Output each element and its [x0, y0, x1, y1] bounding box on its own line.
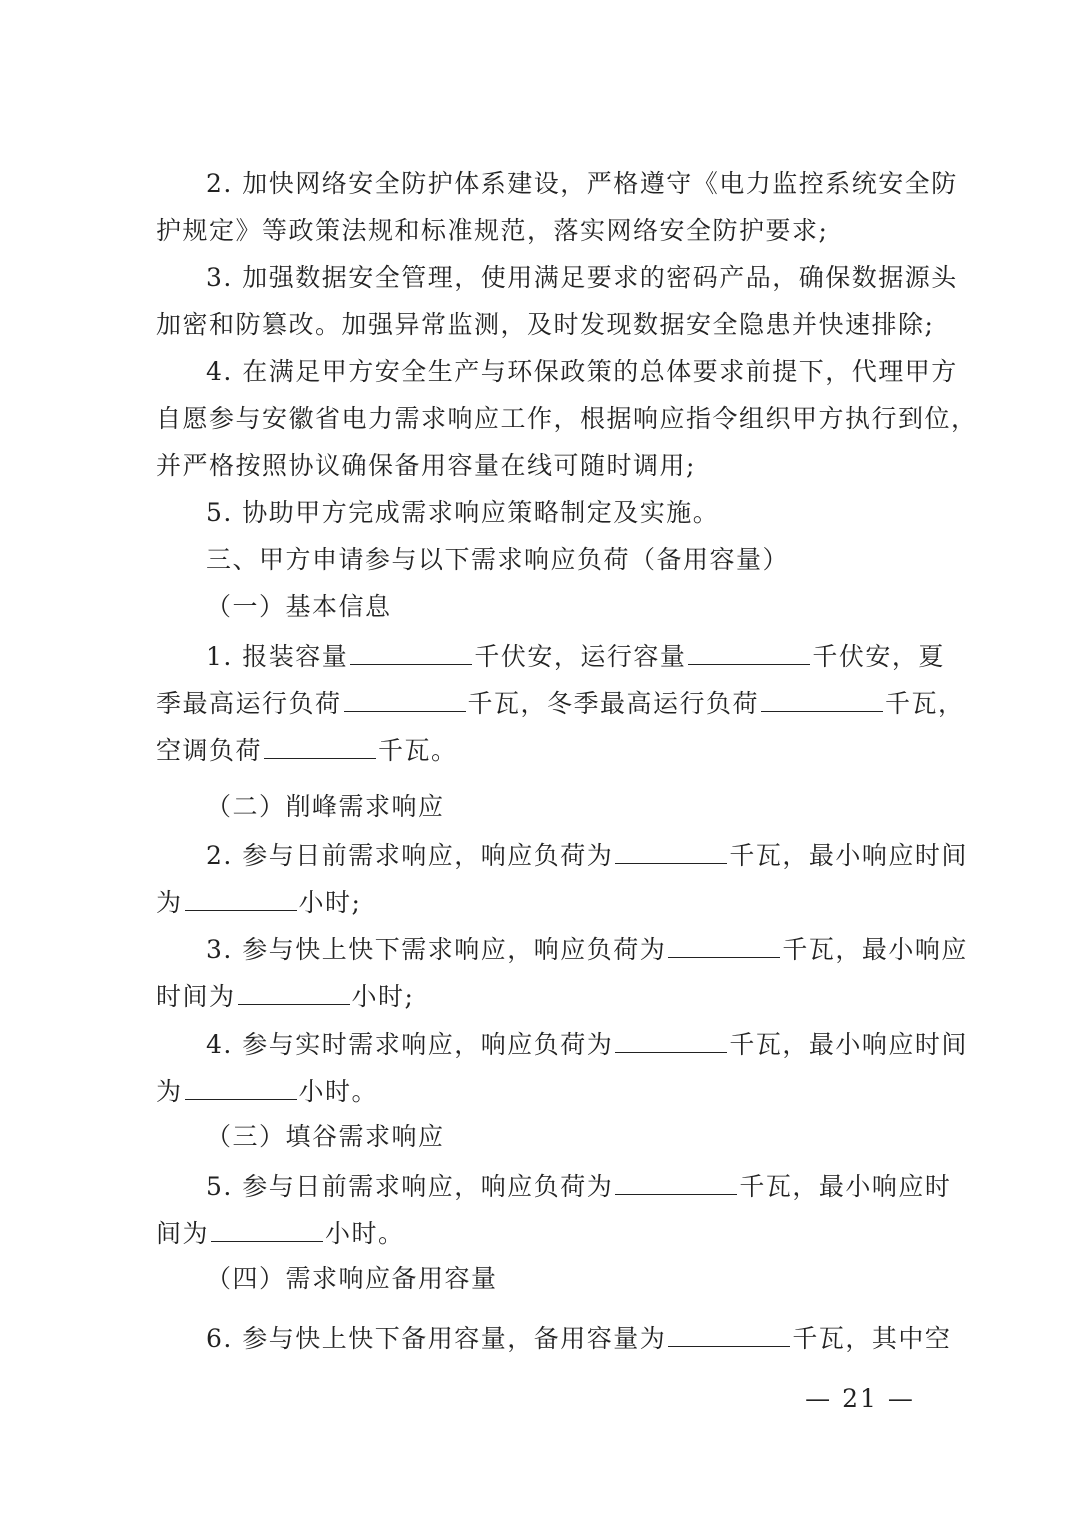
paragraph-line: 3. 加强数据安全管理，使用满足要求的密码产品，确保数据源头: [206, 263, 958, 292]
label: 千瓦，冬季最高运行负荷: [467, 689, 760, 718]
label: 季最高运行负荷: [156, 689, 342, 718]
label: 千瓦，: [885, 689, 965, 718]
peak-item-4-line-1: [206, 1026, 968, 1060]
fill-blank[interactable]: [615, 837, 727, 864]
section-heading: 三、甲方申请参与以下需求响应负荷（备用容量）: [206, 545, 790, 574]
fill-blank[interactable]: [185, 1073, 297, 1100]
label: 为: [156, 888, 183, 917]
label: 5. 参与日前需求响应，响应负荷为: [206, 1172, 614, 1201]
valley-item-5-line-1: [206, 1168, 952, 1202]
peak-item-2-line-1: [206, 837, 968, 871]
label: 2. 参与日前需求响应，响应负荷为: [206, 841, 614, 870]
fill-blank[interactable]: [615, 1168, 737, 1195]
peak-item-3-line-1: [206, 931, 968, 965]
fill-blank[interactable]: [668, 1320, 790, 1347]
subsection-heading: （二）削峰需求响应: [206, 792, 445, 821]
fill-blank[interactable]: [668, 931, 780, 958]
label: 千瓦，其中空: [792, 1324, 952, 1353]
basic-info-line-3: [156, 732, 926, 766]
fill-blank[interactable]: [615, 1026, 727, 1053]
paragraph-line: 自愿参与安徽省电力需求响应工作，根据响应指令组织甲方执行到位，: [156, 404, 978, 433]
fill-blank[interactable]: [350, 638, 472, 665]
subsection-heading: （四）需求响应备用容量: [206, 1264, 498, 1293]
fill-blank[interactable]: [211, 1215, 323, 1242]
basic-info-line-2: [156, 685, 965, 719]
label: 小时;: [298, 888, 362, 917]
subsection-heading: （三）填谷需求响应: [206, 1122, 445, 1151]
subsection-heading: （一）基本信息: [206, 592, 392, 621]
fill-blank[interactable]: [688, 638, 810, 665]
label: 千伏安，运行容量: [474, 642, 687, 671]
label: 4. 参与实时需求响应，响应负荷为: [206, 1030, 614, 1059]
reserve-item-6-line-1: [206, 1320, 952, 1354]
paragraph-line: 4. 在满足甲方安全生产与环保政策的总体要求前提下，代理甲方: [206, 357, 958, 386]
label: 千瓦，最小响应时间: [729, 841, 968, 870]
label: 时间为: [156, 982, 236, 1011]
paragraph-line: 加密和防篡改。加强异常监测，及时发现数据安全隐患并快速排除;: [156, 310, 935, 339]
label: 千瓦，最小响应时间: [729, 1030, 968, 1059]
fill-blank[interactable]: [344, 685, 466, 712]
label: 小时。: [298, 1077, 379, 1106]
paragraph-line: 护规定》等政策法规和标准规范，落实网络安全防护要求;: [156, 216, 829, 245]
label: 空调负荷: [156, 736, 263, 765]
label: 3. 参与快上快下需求响应，响应负荷为: [206, 935, 667, 964]
page-number: — 21 —: [805, 1384, 915, 1413]
peak-item-3-line-2: [156, 978, 926, 1012]
label: 小时;: [351, 982, 415, 1011]
label: 千瓦，最小响应: [782, 935, 968, 964]
label: 6. 参与快上快下备用容量，备用容量为: [206, 1324, 667, 1353]
paragraph-line: 2. 加快网络安全防护体系建设，严格遵守《电力监控系统安全防: [206, 169, 958, 198]
label: 千伏安，夏: [812, 642, 945, 671]
basic-info-line-1: [206, 638, 945, 672]
label: 千瓦。: [378, 736, 458, 765]
fill-blank[interactable]: [761, 685, 883, 712]
label: 间为: [156, 1219, 210, 1248]
peak-item-4-line-2: [156, 1073, 926, 1107]
paragraph-line: 并严格按照协议确保备用容量在线可随时调用;: [156, 451, 696, 480]
label: 为: [156, 1077, 183, 1106]
fill-blank[interactable]: [185, 884, 297, 911]
fill-blank[interactable]: [264, 732, 376, 759]
label: 小时。: [325, 1219, 405, 1248]
label: 千瓦，最小响应时: [739, 1172, 952, 1201]
valley-item-5-line-2: [156, 1215, 926, 1249]
label: 1. 报装容量: [206, 642, 349, 671]
fill-blank[interactable]: [238, 978, 350, 1005]
peak-item-2-line-2: [156, 884, 926, 918]
paragraph-line: 5. 协助甲方完成需求响应策略制定及实施。: [206, 498, 720, 527]
